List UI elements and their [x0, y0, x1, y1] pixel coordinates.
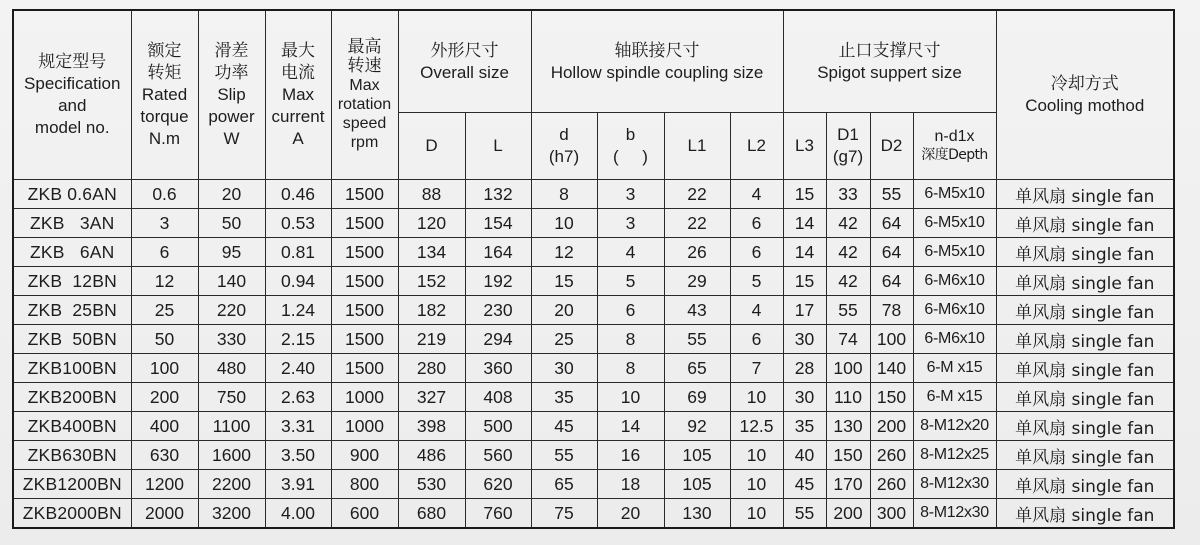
- table-row: [13, 412, 1174, 441]
- cell-rated-torque: 3: [131, 209, 198, 238]
- cell-model: ZKB400BN: [13, 412, 131, 441]
- cell-slip-power: 1100: [198, 412, 265, 441]
- header-slip-power: 滑差 功率 Slip power W: [198, 10, 265, 180]
- cell-cooling: 单风扇 single fan: [996, 209, 1174, 238]
- cell-spigot-n-d1: 8-M12x20: [913, 412, 996, 441]
- header-spigot-support: 止口支撑尺寸 Spigot suppert size: [783, 10, 996, 113]
- cell-rated-torque: 400: [131, 412, 198, 441]
- cell-slip-power: 750: [198, 383, 265, 412]
- cell-spigot-D2: 64: [870, 267, 913, 296]
- cell-overall-D: 530: [398, 470, 465, 499]
- cell-model: ZKB630BN: [13, 441, 131, 470]
- cell-max-speed: 1000: [331, 383, 398, 412]
- cell-max-speed: 900: [331, 441, 398, 470]
- cell-rated-torque: 1200: [131, 470, 198, 499]
- cell-spindle-L1: 26: [664, 238, 730, 267]
- cell-cooling: 单风扇 single fan: [996, 441, 1174, 470]
- cell-spigot-D1: 42: [826, 238, 870, 267]
- cell-spindle-d: 8: [531, 180, 597, 209]
- cell-spigot-L3: 14: [783, 238, 826, 267]
- cell-spigot-L3: 30: [783, 383, 826, 412]
- table-row: [13, 499, 1174, 529]
- table-row: [13, 180, 1174, 209]
- cell-spigot-D2: 260: [870, 470, 913, 499]
- header-overall-size: 外形尺寸 Overall size: [398, 10, 531, 113]
- cell-max-current: 2.15: [265, 325, 331, 354]
- table-row: [13, 238, 1174, 267]
- cell-slip-power: 20: [198, 180, 265, 209]
- cell-rated-torque: 25: [131, 296, 198, 325]
- cell-spindle-d: 45: [531, 412, 597, 441]
- cell-max-speed: 1500: [331, 238, 398, 267]
- cell-slip-power: 140: [198, 267, 265, 296]
- cell-slip-power: 330: [198, 325, 265, 354]
- cell-slip-power: 1600: [198, 441, 265, 470]
- subheader-n-d1: n-d1x 深度Depth: [913, 113, 996, 180]
- cell-max-speed: 600: [331, 499, 398, 529]
- cell-spigot-n-d1: 8-M12x30: [913, 499, 996, 529]
- cell-max-speed: 1000: [331, 412, 398, 441]
- cell-spindle-L1: 105: [664, 470, 730, 499]
- cell-spindle-b: 5: [597, 267, 664, 296]
- cell-spindle-d: 75: [531, 499, 597, 529]
- cell-spindle-d: 12: [531, 238, 597, 267]
- cell-spigot-D2: 150: [870, 383, 913, 412]
- cell-spindle-L2: 7: [730, 354, 783, 383]
- cell-spigot-D2: 55: [870, 180, 913, 209]
- subheader-L2: L2: [730, 113, 783, 180]
- cell-overall-D: 182: [398, 296, 465, 325]
- cell-max-current: 2.63: [265, 383, 331, 412]
- header-max-current: 最大 电流 Max current A: [265, 10, 331, 180]
- header-rated-torque: 额定 转矩 Rated torque N.m: [131, 10, 198, 180]
- cell-slip-power: 3200: [198, 499, 265, 529]
- cell-spindle-b: 18: [597, 470, 664, 499]
- cell-max-current: 3.31: [265, 412, 331, 441]
- cell-spigot-D1: 170: [826, 470, 870, 499]
- cell-overall-L: 154: [465, 209, 531, 238]
- cell-max-current: 0.53: [265, 209, 331, 238]
- cell-spindle-d: 15: [531, 267, 597, 296]
- cell-spigot-D2: 200: [870, 412, 913, 441]
- cell-spindle-d: 55: [531, 441, 597, 470]
- cell-overall-D: 88: [398, 180, 465, 209]
- cell-spindle-d: 35: [531, 383, 597, 412]
- cell-rated-torque: 6: [131, 238, 198, 267]
- cell-slip-power: 50: [198, 209, 265, 238]
- cell-overall-L: 760: [465, 499, 531, 529]
- cell-spindle-d: 10: [531, 209, 597, 238]
- cell-spigot-D1: 33: [826, 180, 870, 209]
- cell-spigot-D1: 42: [826, 267, 870, 296]
- cell-spigot-n-d1: 6-M6x10: [913, 325, 996, 354]
- cell-spigot-D2: 140: [870, 354, 913, 383]
- cell-spindle-L1: 130: [664, 499, 730, 529]
- cell-overall-L: 192: [465, 267, 531, 296]
- cell-spindle-L1: 92: [664, 412, 730, 441]
- cell-cooling: 单风扇 single fan: [996, 296, 1174, 325]
- cell-spigot-D2: 64: [870, 238, 913, 267]
- cell-rated-torque: 100: [131, 354, 198, 383]
- table-row: [13, 325, 1174, 354]
- cell-spindle-L2: 4: [730, 180, 783, 209]
- cell-spigot-D1: 42: [826, 209, 870, 238]
- cell-spigot-L3: 30: [783, 325, 826, 354]
- cell-spigot-n-d1: 6-M6x10: [913, 296, 996, 325]
- cell-spindle-L1: 22: [664, 209, 730, 238]
- cell-spigot-n-d1: 6-M x15: [913, 354, 996, 383]
- cell-spigot-D1: 55: [826, 296, 870, 325]
- cell-cooling: 单风扇 single fan: [996, 180, 1174, 209]
- cell-spigot-L3: 15: [783, 267, 826, 296]
- table-row: [13, 209, 1174, 238]
- cell-spigot-L3: 40: [783, 441, 826, 470]
- cell-spindle-b: 16: [597, 441, 664, 470]
- cell-spigot-D2: 100: [870, 325, 913, 354]
- table-row: [13, 267, 1174, 296]
- cell-overall-L: 360: [465, 354, 531, 383]
- cell-max-speed: 1500: [331, 180, 398, 209]
- cell-cooling: 单风扇 single fan: [996, 325, 1174, 354]
- cell-overall-L: 620: [465, 470, 531, 499]
- cell-overall-D: 280: [398, 354, 465, 383]
- cell-spigot-D1: 200: [826, 499, 870, 529]
- cell-overall-L: 230: [465, 296, 531, 325]
- cell-spindle-b: 4: [597, 238, 664, 267]
- header-hollow-spindle: 轴联接尺寸 Hollow spindle coupling size: [531, 10, 783, 113]
- cell-spigot-L3: 45: [783, 470, 826, 499]
- cell-slip-power: 220: [198, 296, 265, 325]
- cell-max-current: 2.40: [265, 354, 331, 383]
- header-max-speed: 最高 转速 Max rotation speed rpm: [331, 10, 398, 180]
- table-row: [13, 296, 1174, 325]
- cell-overall-D: 680: [398, 499, 465, 529]
- cell-spigot-n-d1: 6-M5x10: [913, 209, 996, 238]
- cell-spigot-D2: 78: [870, 296, 913, 325]
- cell-spindle-d: 25: [531, 325, 597, 354]
- cell-slip-power: 480: [198, 354, 265, 383]
- subheader-L3: L3: [783, 113, 826, 180]
- cell-max-current: 0.94: [265, 267, 331, 296]
- spec-table-body: [13, 180, 1174, 529]
- cell-spindle-b: 8: [597, 325, 664, 354]
- cell-max-speed: 1500: [331, 296, 398, 325]
- subheader-D1: D1 (g7): [826, 113, 870, 180]
- cell-spindle-L1: 22: [664, 180, 730, 209]
- cell-spindle-d: 65: [531, 470, 597, 499]
- cell-spindle-L2: 4: [730, 296, 783, 325]
- cell-spindle-L2: 10: [730, 499, 783, 529]
- cell-spigot-n-d1: 8-M12x25: [913, 441, 996, 470]
- cell-overall-D: 120: [398, 209, 465, 238]
- cell-model: ZKB100BN: [13, 354, 131, 383]
- cell-cooling: 单风扇 single fan: [996, 354, 1174, 383]
- cell-spindle-b: 14: [597, 412, 664, 441]
- cell-spigot-D1: 150: [826, 441, 870, 470]
- subheader-d: d (h7): [531, 113, 597, 180]
- cell-overall-L: 560: [465, 441, 531, 470]
- cell-spigot-D1: 100: [826, 354, 870, 383]
- cell-rated-torque: 50: [131, 325, 198, 354]
- cell-spindle-b: 3: [597, 209, 664, 238]
- cell-model: ZKB 25BN: [13, 296, 131, 325]
- subheader-L: L: [465, 113, 531, 180]
- cell-overall-L: 164: [465, 238, 531, 267]
- cell-spindle-L2: 12.5: [730, 412, 783, 441]
- cell-max-speed: 1500: [331, 354, 398, 383]
- cell-spigot-D2: 64: [870, 209, 913, 238]
- cell-cooling: 单风扇 single fan: [996, 499, 1174, 529]
- cell-spigot-n-d1: 6-M5x10: [913, 180, 996, 209]
- cell-spigot-D1: 130: [826, 412, 870, 441]
- cell-max-current: 0.46: [265, 180, 331, 209]
- cell-spindle-b: 3: [597, 180, 664, 209]
- header-cooling: 冷却方式 Cooling mothod: [996, 10, 1174, 180]
- cell-spigot-L3: 14: [783, 209, 826, 238]
- cell-spigot-L3: 15: [783, 180, 826, 209]
- cell-spigot-D1: 110: [826, 383, 870, 412]
- cell-spindle-b: 10: [597, 383, 664, 412]
- cell-spindle-d: 20: [531, 296, 597, 325]
- cell-spindle-b: 20: [597, 499, 664, 529]
- cell-max-speed: 1500: [331, 209, 398, 238]
- cell-overall-D: 327: [398, 383, 465, 412]
- cell-spigot-L3: 55: [783, 499, 826, 529]
- cell-spindle-L2: 10: [730, 470, 783, 499]
- cell-spigot-n-d1: 8-M12x30: [913, 470, 996, 499]
- cell-max-current: 4.00: [265, 499, 331, 529]
- cell-spindle-b: 6: [597, 296, 664, 325]
- cell-max-current: 0.81: [265, 238, 331, 267]
- subheader-D2: D2: [870, 113, 913, 180]
- cell-spindle-L2: 6: [730, 238, 783, 267]
- cell-overall-L: 500: [465, 412, 531, 441]
- cell-overall-D: 219: [398, 325, 465, 354]
- cell-overall-L: 132: [465, 180, 531, 209]
- cell-max-speed: 800: [331, 470, 398, 499]
- table-row: [13, 441, 1174, 470]
- table-row: [13, 383, 1174, 412]
- subheader-L1: L1: [664, 113, 730, 180]
- cell-spigot-D2: 300: [870, 499, 913, 529]
- cell-spindle-L2: 6: [730, 209, 783, 238]
- cell-model: ZKB1200BN: [13, 470, 131, 499]
- cell-rated-torque: 0.6: [131, 180, 198, 209]
- cell-model: ZKB2000BN: [13, 499, 131, 529]
- cell-max-current: 3.91: [265, 470, 331, 499]
- cell-spigot-D2: 260: [870, 441, 913, 470]
- cell-cooling: 单风扇 single fan: [996, 267, 1174, 296]
- cell-slip-power: 2200: [198, 470, 265, 499]
- cell-spindle-L2: 10: [730, 441, 783, 470]
- cell-spindle-b: 8: [597, 354, 664, 383]
- cell-model: ZKB200BN: [13, 383, 131, 412]
- cell-model: ZKB 6AN: [13, 238, 131, 267]
- cell-max-current: 1.24: [265, 296, 331, 325]
- cell-spindle-L2: 5: [730, 267, 783, 296]
- cell-spigot-D1: 74: [826, 325, 870, 354]
- cell-overall-D: 398: [398, 412, 465, 441]
- cell-spigot-n-d1: 6-M x15: [913, 383, 996, 412]
- header-model: 规定型号 Specification and model no.: [13, 10, 131, 180]
- cell-cooling: 单风扇 single fan: [996, 412, 1174, 441]
- cell-max-speed: 1500: [331, 325, 398, 354]
- cell-spigot-L3: 28: [783, 354, 826, 383]
- cell-overall-D: 152: [398, 267, 465, 296]
- cell-model: ZKB 0.6AN: [13, 180, 131, 209]
- cell-spindle-L1: 65: [664, 354, 730, 383]
- cell-max-speed: 1500: [331, 267, 398, 296]
- cell-model: ZKB 12BN: [13, 267, 131, 296]
- cell-cooling: 单风扇 single fan: [996, 470, 1174, 499]
- cell-overall-D: 486: [398, 441, 465, 470]
- cell-spigot-n-d1: 6-M5x10: [913, 238, 996, 267]
- subheader-b: b ( ): [597, 113, 664, 180]
- cell-overall-L: 408: [465, 383, 531, 412]
- cell-model: ZKB 50BN: [13, 325, 131, 354]
- table-row: [13, 470, 1174, 499]
- cell-rated-torque: 630: [131, 441, 198, 470]
- cell-spindle-L1: 69: [664, 383, 730, 412]
- cell-rated-torque: 2000: [131, 499, 198, 529]
- cell-spindle-L1: 43: [664, 296, 730, 325]
- cell-spindle-L2: 6: [730, 325, 783, 354]
- cell-cooling: 单风扇 single fan: [996, 238, 1174, 267]
- subheader-D: D: [398, 113, 465, 180]
- cell-spigot-n-d1: 6-M6x10: [913, 267, 996, 296]
- cell-cooling: 单风扇 single fan: [996, 383, 1174, 412]
- cell-model: ZKB 3AN: [13, 209, 131, 238]
- cell-spindle-L1: 55: [664, 325, 730, 354]
- cell-slip-power: 95: [198, 238, 265, 267]
- cell-overall-D: 134: [398, 238, 465, 267]
- cell-spindle-L1: 29: [664, 267, 730, 296]
- cell-spigot-L3: 17: [783, 296, 826, 325]
- cell-rated-torque: 12: [131, 267, 198, 296]
- cell-max-current: 3.50: [265, 441, 331, 470]
- cell-spigot-L3: 35: [783, 412, 826, 441]
- table-row: [13, 354, 1174, 383]
- cell-rated-torque: 200: [131, 383, 198, 412]
- cell-spindle-L1: 105: [664, 441, 730, 470]
- cell-overall-L: 294: [465, 325, 531, 354]
- cell-spindle-L2: 10: [730, 383, 783, 412]
- cell-spindle-d: 30: [531, 354, 597, 383]
- spec-table: [12, 9, 1175, 529]
